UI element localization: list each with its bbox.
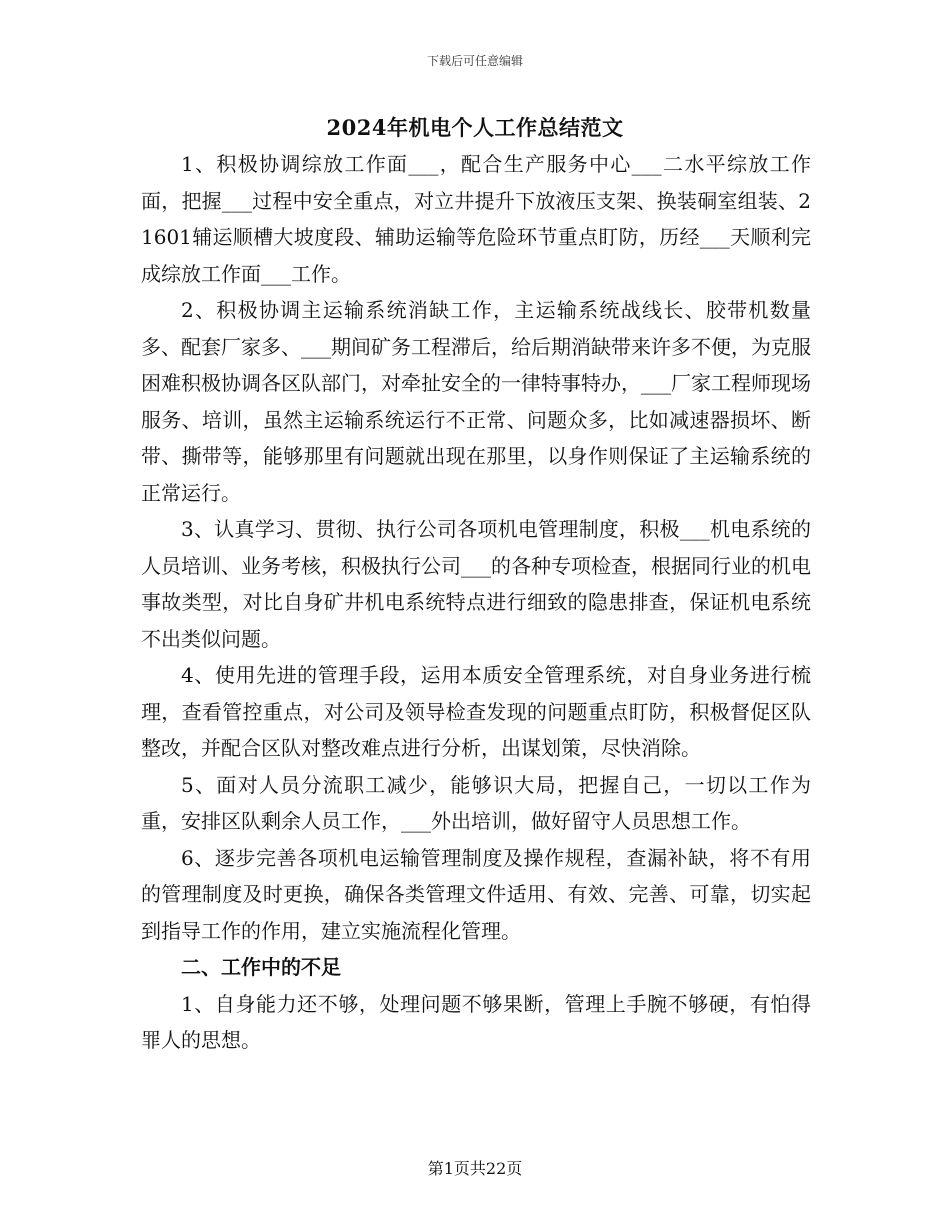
paragraph-6: 6、逐步完善各项机电运输管理制度及操作规程，查漏补缺，将不有用的管理制度及时更换，确保各类管理文件适用、有效、完善、可靠，切实起到指导工作的作用，建立实施流程化管理。 [141, 845, 811, 943]
paragraph-5: 5、面对人员分流职工减少，能够识大局，把握自己，一切以工作为重，安排区队剩余人员工作，___外出培训，做好留守人员思想工作。 [141, 772, 811, 833]
paragraph-3: 3、认真学习、贯彻、执行公司各项机电管理制度，积极___机电系统的人员培训、业务考核，积极执行公司___的各种专项检查，根据同行业的机电事故类型，对比自身矿井机电系统特点进行细致的隐患排查，保证机电系统不出类似问题。 [141, 517, 811, 651]
document-title: 2024年机电个人工作总结范文 [326, 115, 624, 140]
document-body [141, 146, 811, 1059]
shortcoming-paragraph-1: 1、自身能力还不够，处理问题不够果断，管理上手腕不够硬，有怕得罪人的思想。 [141, 991, 811, 1052]
section-heading-shortcomings: 二、工作中的不足 [181, 955, 341, 979]
page-footer: 第1页共22页 [427, 1159, 523, 1178]
header-note: 下载后可任意编辑 [426, 54, 523, 68]
paragraph-1: 1、积极协调综放工作面___，配合生产服务中心___二水平综放工作面，把握___过程中安全重点，对立井提升下放液压支架、换装硐室组装、21601辅运顺槽大坡度段、辅助运输等危险环节重点盯防，历经___天顺利完成综放工作面___工作。 [141, 152, 811, 286]
paragraph-4: 4、使用先进的管理手段，运用本质安全管理系统，对自身业务进行梳理，查看管控重点，对公司及领导检查发现的问题重点盯防，积极督促区队整改，并配合区队对整改难点进行分析，出谋划策，尽快消除。 [141, 663, 811, 760]
paragraph-2: 2、积极协调主运输系统消缺工作，主运输系统战线长、胶带机数量多、配套厂家多、___期间矿务工程滞后，给后期消缺带来许多不便，为克服困难积极协调各区队部门，对牵扯安全的一律特事特办，___厂家工程师现场服务、培训，虽然主运输系统运行不正常、问题众多，比如减速器损坏、断带、撕带等，能够那里有问题就出现在那里，以身作则保证了主运输系统的正常运行。 [141, 298, 811, 505]
